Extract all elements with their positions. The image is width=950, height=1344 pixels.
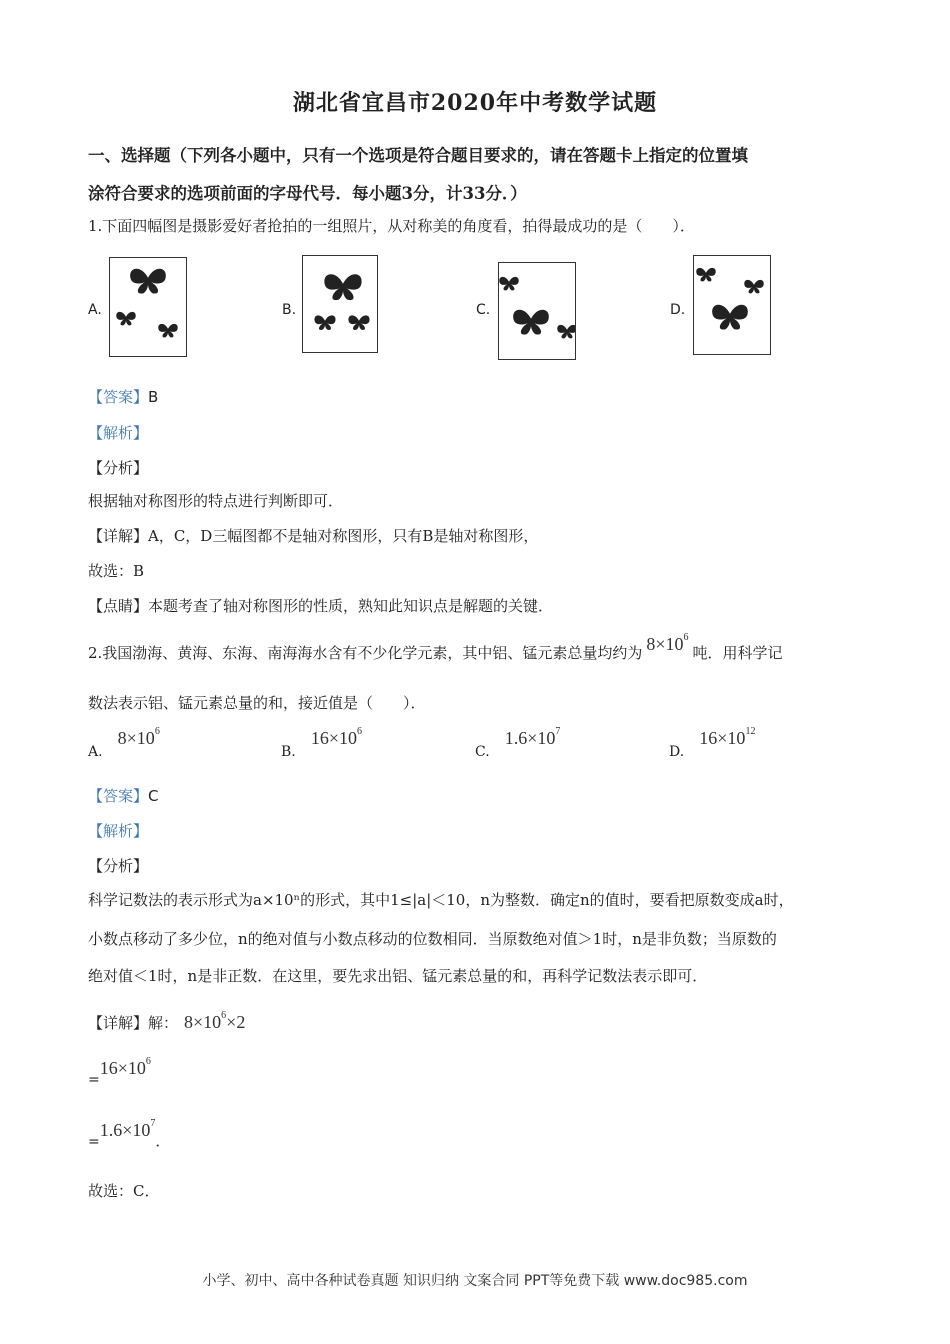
q1-dianjing: 【点睛】本题考查了轴对称图形的性质，熟知此知识点是解题的关键．	[88, 597, 554, 615]
q2-guxuan: 故选：C．	[88, 1182, 160, 1200]
butterfly-icon	[557, 325, 575, 339]
q2-step1: $=16\times 10^6$	[88, 1056, 151, 1088]
q2-answer	[88, 785, 159, 806]
q2-stem-line2: 数法表示铝、锰元素总量的和，接近值是（ ）．	[88, 694, 426, 712]
answer-value: C	[148, 787, 159, 805]
q2-fenxi-line2: 小数点移动了多少位，n的绝对值与小数点移动的位数相同．当原数绝对值＞1时，n是非负数；当原数的	[88, 930, 777, 948]
photo-c	[498, 262, 576, 360]
q2-stem-a: 2.我国渤海、黄海、东海、南海海水含有不少化学元素，其中铝、锰元素总量均约为	[88, 644, 643, 662]
footer-text: 小学、初中、高中各种试卷真题 知识归纳 文案合同 PPT等免费下载 www.doc985.com	[202, 1273, 748, 1289]
butterflies-image-c	[499, 263, 575, 359]
q2-option-c: C. $1.6\times 10^7$	[475, 726, 561, 760]
butterfly-icon	[158, 324, 177, 338]
q2-fenxi-tag: 【分析】	[88, 857, 149, 875]
photo-a	[109, 257, 187, 357]
answer-tag: 【答案】	[88, 388, 149, 406]
q1-option-d-label: D.	[670, 302, 686, 318]
q1-fenxi-text: 根据轴对称图形的特点进行判断即可．	[88, 492, 344, 510]
butterfly-icon	[324, 274, 361, 300]
q2-fenxi-line1: 科学记数法的表示形式为a×10ⁿ的形式，其中1≤|a|＜10，n为整数．确定n的值时，要看把原数变成a时，	[88, 891, 794, 909]
q1-jiexi-tag: 【解析】	[88, 424, 149, 442]
q1-option-a-label: A.	[88, 302, 102, 318]
page-title: 湖北省宜昌市2020年中考数学试题	[292, 90, 658, 116]
answer-tag: 【答案】	[88, 787, 149, 805]
section-heading-line2: 涂符合要求的选项前面的字母代号．每小题3分，计33分．）	[88, 184, 527, 203]
butterfly-icon	[744, 280, 763, 294]
q1-option-c-label: C.	[476, 302, 491, 318]
q1-stem: 1.下面四幅图是摄影爱好者抢拍的一组照片，从对称美的角度看，拍得最成功的是（ ）．	[88, 217, 695, 235]
butterfly-icon	[116, 312, 135, 326]
butterfly-icon	[696, 268, 715, 282]
butterfly-icon	[513, 310, 549, 335]
q2-option-a: A. $8\times 10^6$	[88, 726, 160, 760]
photo-d	[693, 255, 771, 355]
q2-step2: $=1.6\times 10^7$．	[88, 1118, 171, 1150]
butterflies-image-b	[303, 256, 377, 352]
q1-guxuan: 故选：B	[88, 562, 145, 580]
q1-xiangjie: 【详解】A，C，D三幅图都不是轴对称图形，只有B是轴对称图形，	[88, 527, 539, 545]
butterflies-image-a	[110, 258, 186, 356]
q2-stem-b: 吨．用科学记	[692, 644, 783, 662]
q2-jiexi-tag: 【解析】	[88, 822, 149, 840]
q2-xiangjie: 【详解】解： $8\times 10^6\times 2$	[88, 1010, 246, 1032]
answer-value: B	[148, 388, 159, 406]
q2-fenxi-line3: 绝对值＜1时，n是非正数．在这里，要先求出铝、锰元素总量的和，再科学记数法表示即可．	[88, 967, 708, 985]
q2-option-d: D. $16\times 10^{12}$	[669, 726, 756, 760]
q1-fenxi-tag: 【分析】	[88, 459, 149, 477]
section-heading-line1: 一、选择题（下列各小题中，只有一个选项是符合题目要求的，请在答题卡上指定的位置填	[88, 146, 748, 165]
butterfly-icon	[348, 315, 369, 330]
q2-stem-line1	[88, 632, 783, 663]
q2-option-b: B. $16\times 10^6$	[281, 726, 362, 760]
butterfly-icon	[712, 305, 748, 330]
q2-stem-math: $8\times 10^6$	[646, 632, 689, 654]
butterfly-icon	[314, 315, 335, 330]
photo-b	[302, 255, 378, 353]
q1-answer	[88, 386, 158, 407]
q1-option-b-label: B.	[282, 302, 297, 318]
butterfly-icon	[499, 277, 518, 291]
butterflies-image-d	[694, 256, 770, 354]
butterfly-icon	[130, 269, 166, 294]
